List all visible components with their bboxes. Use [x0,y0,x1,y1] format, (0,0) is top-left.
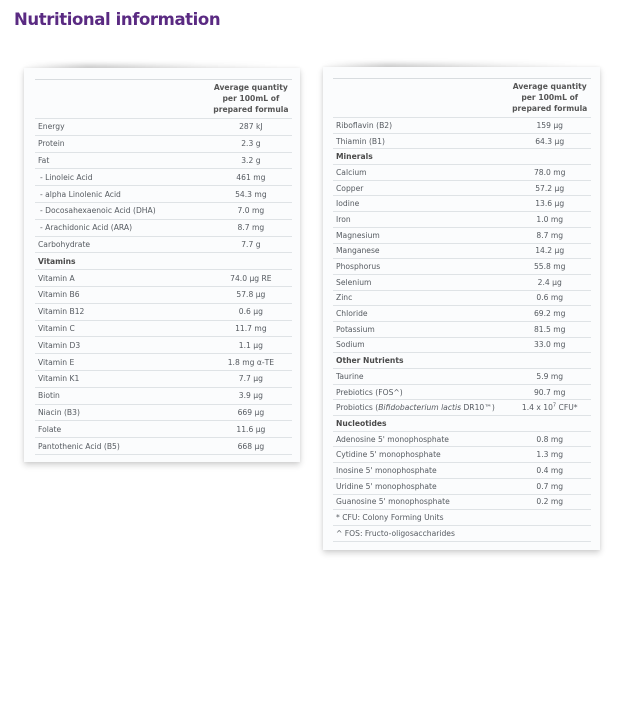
nutrient-value: 461 mg [210,169,292,186]
nutrient-value: 0.6 µg [210,303,292,320]
nutrient-name: Phosphorus [333,259,508,275]
nutrient-name: Vitamin B12 [35,303,210,320]
nutrient-value: 78.0 mg [508,165,591,181]
nutrient-value: 11.6 µg [210,421,292,438]
nutrient-name: Carbohydrate [35,236,210,253]
nutrient-value: 54.3 mg [210,186,292,203]
page-title: Nutritional information [14,10,221,29]
nutrient-name: Protein [35,135,210,152]
table-row [333,494,591,510]
table-row [35,387,292,404]
nutrient-name: Calcium [333,165,508,181]
nutrient-name: Iodine [333,196,508,212]
table-row [35,219,292,236]
nutrient-name: Nucleotides [333,416,508,432]
nutrient-value: 3.2 g [210,152,292,169]
table-row [35,169,292,186]
nutrient-name: - Arachidonic Acid (ARA) [35,219,210,236]
nutrient-name: Biotin [35,387,210,404]
nutrient-value: 2.3 g [210,135,292,152]
table-row [333,227,591,243]
nutrient-name: Vitamin B6 [35,286,210,303]
nutrient-name: Energy [35,119,210,136]
table-row [35,236,292,253]
header-line: prepared formula [213,105,289,114]
table-header-row [35,80,292,119]
nutrient-name: Zinc [333,290,508,306]
table-row [35,354,292,371]
value-exponent: 7 [552,402,557,409]
nutrient-name: Adenosine 5' monophosphate [333,431,508,447]
table-row [35,202,292,219]
nutrient-value: 2.4 µg [508,274,591,290]
nutrient-value: 74.0 µg RE [210,270,292,287]
nutrient-value: 669 µg [210,404,292,421]
table-row [333,306,591,322]
nutrient-name: Vitamin C [35,320,210,337]
footnote-row [333,510,591,526]
table-row [333,196,591,212]
nutrient-value [210,253,292,270]
label-prefix: Probiotics ( [336,403,379,413]
table-row [35,135,292,152]
table-row [35,421,292,438]
nutrition-card-left [24,68,300,462]
nutrient-name: - Linoleic Acid [35,169,210,186]
nutrient-value: 0.7 mg [508,478,591,494]
section-header-row [35,253,292,270]
nutrient-name: ^ FOS: Fructo-oligosaccharides [333,525,591,541]
value-prefix: 1.4 x 10 [521,403,553,413]
value-suffix: CFU* [556,403,578,413]
nutrient-value: 1.1 µg [210,337,292,354]
nutrient-value: 159 µg [508,118,591,134]
nutrient-name: Pantothenic Acid (B5) [35,438,210,455]
nutrient-name: Potassium [333,321,508,337]
table-row [333,321,591,337]
nutrient-value: 33.0 mg [508,337,591,353]
nutrient-name: - alpha Linolenic Acid [35,186,210,203]
nutrient-value: 90.7 mg [508,384,591,400]
nutrient-value: 668 µg [210,438,292,455]
nutrient-value: 287 kJ [210,119,292,136]
table-row [35,370,292,387]
nutrient-value: 69.2 mg [508,306,591,322]
nutrient-value: 13.6 µg [508,196,591,212]
nutrient-name: Vitamin A [35,270,210,287]
header-line: prepared formula [512,104,588,113]
table-row [35,119,292,136]
table-row [333,212,591,228]
table-row [333,165,591,181]
nutrient-name: Guanosine 5' monophosphate [333,494,508,510]
header-quantity-cell [508,79,591,118]
label-suffix: DR10™) [461,403,495,413]
nutrient-value: 57.8 µg [210,286,292,303]
nutrient-value: 11.7 mg [210,320,292,337]
header-line: per 100mL of [222,94,280,103]
header-line: Average quantity [512,82,587,91]
nutrient-name: Uridine 5' monophosphate [333,478,508,494]
nutrient-name: Selenium [333,274,508,290]
nutrition-table-right [333,78,591,542]
nutrient-name [333,400,508,416]
nutrient-name: Folate [35,421,210,438]
nutrient-name: Prebiotics (FOS^) [333,384,508,400]
table-row [333,369,591,385]
nutrient-name: Magnesium [333,227,508,243]
header-empty-cell [333,79,508,118]
nutrient-name: Taurine [333,369,508,385]
table-row [333,118,591,134]
nutrient-value: 81.5 mg [508,321,591,337]
table-row [35,320,292,337]
nutrient-name: Vitamin E [35,354,210,371]
table-row [333,478,591,494]
nutrient-value: 57.2 µg [508,180,591,196]
nutrient-value [508,400,591,416]
nutrient-value: 3.9 µg [210,387,292,404]
nutrient-value: 0.8 mg [508,431,591,447]
nutrient-name: Chloride [333,306,508,322]
nutrient-value: 1.8 mg α-TE [210,354,292,371]
nutrient-name: - Docosahexaenoic Acid (DHA) [35,202,210,219]
nutrient-name: Cytidine 5' monophosphate [333,447,508,463]
nutrient-value: 7.7 µg [210,370,292,387]
nutrient-name: Other Nutrients [333,353,508,369]
section-header-row [333,149,591,165]
nutrient-value: 1.3 mg [508,447,591,463]
nutrient-name: Thiamin (B1) [333,133,508,149]
table-row [35,270,292,287]
table-row [333,384,591,400]
nutrient-name: * CFU: Colony Forming Units [333,510,591,526]
table-row [333,463,591,479]
nutrient-value: 5.9 mg [508,369,591,385]
nutrient-value: 0.2 mg [508,494,591,510]
nutrient-name: Riboflavin (B2) [333,118,508,134]
nutrient-name: Sodium [333,337,508,353]
table-row [333,290,591,306]
nutrient-name: Vitamin D3 [35,337,210,354]
nutrient-value: 14.2 µg [508,243,591,259]
table-row [333,431,591,447]
nutrient-value: 0.4 mg [508,463,591,479]
nutrient-name: Iron [333,212,508,228]
nutrient-name: Minerals [333,149,508,165]
nutrient-name: Fat [35,152,210,169]
table-row [333,400,591,416]
footnote-row [333,525,591,541]
nutrient-name: Niacin (B3) [35,404,210,421]
table-row [35,303,292,320]
nutrient-value: 8.7 mg [508,227,591,243]
nutrient-value: 55.8 mg [508,259,591,275]
table-row [35,186,292,203]
table-row [333,180,591,196]
nutrient-value [508,416,591,432]
table-row [35,438,292,455]
nutrient-name: Inosine 5' monophosphate [333,463,508,479]
table-row [35,337,292,354]
nutrient-value [508,149,591,165]
table-row [333,337,591,353]
label-species: Bifidobacterium lactis [378,403,462,413]
nutrient-value: 1.0 mg [508,212,591,228]
nutrient-value: 7.0 mg [210,202,292,219]
table-row [333,133,591,149]
header-line: Average quantity [213,83,288,92]
nutrition-card-right [323,67,600,550]
table-row [333,447,591,463]
nutrient-value: 8.7 mg [210,219,292,236]
table-header-row [333,79,591,118]
nutrient-value [508,353,591,369]
nutrient-value: 64.3 µg [508,133,591,149]
table-row [333,274,591,290]
nutrient-name: Vitamin K1 [35,370,210,387]
table-row [35,404,292,421]
table-row [35,286,292,303]
nutrient-name: Copper [333,180,508,196]
section-header-row [333,416,591,432]
nutrient-name: Manganese [333,243,508,259]
table-row [35,152,292,169]
header-line: per 100mL of [521,93,579,102]
nutrition-table-left [35,79,292,455]
nutrient-name: Vitamins [35,253,210,270]
nutrient-value: 0.6 mg [508,290,591,306]
nutrient-value: 7.7 g [210,236,292,253]
table-row [333,243,591,259]
table-row [333,259,591,275]
header-quantity-cell [210,80,292,119]
section-header-row [333,353,591,369]
header-empty-cell [35,80,210,119]
